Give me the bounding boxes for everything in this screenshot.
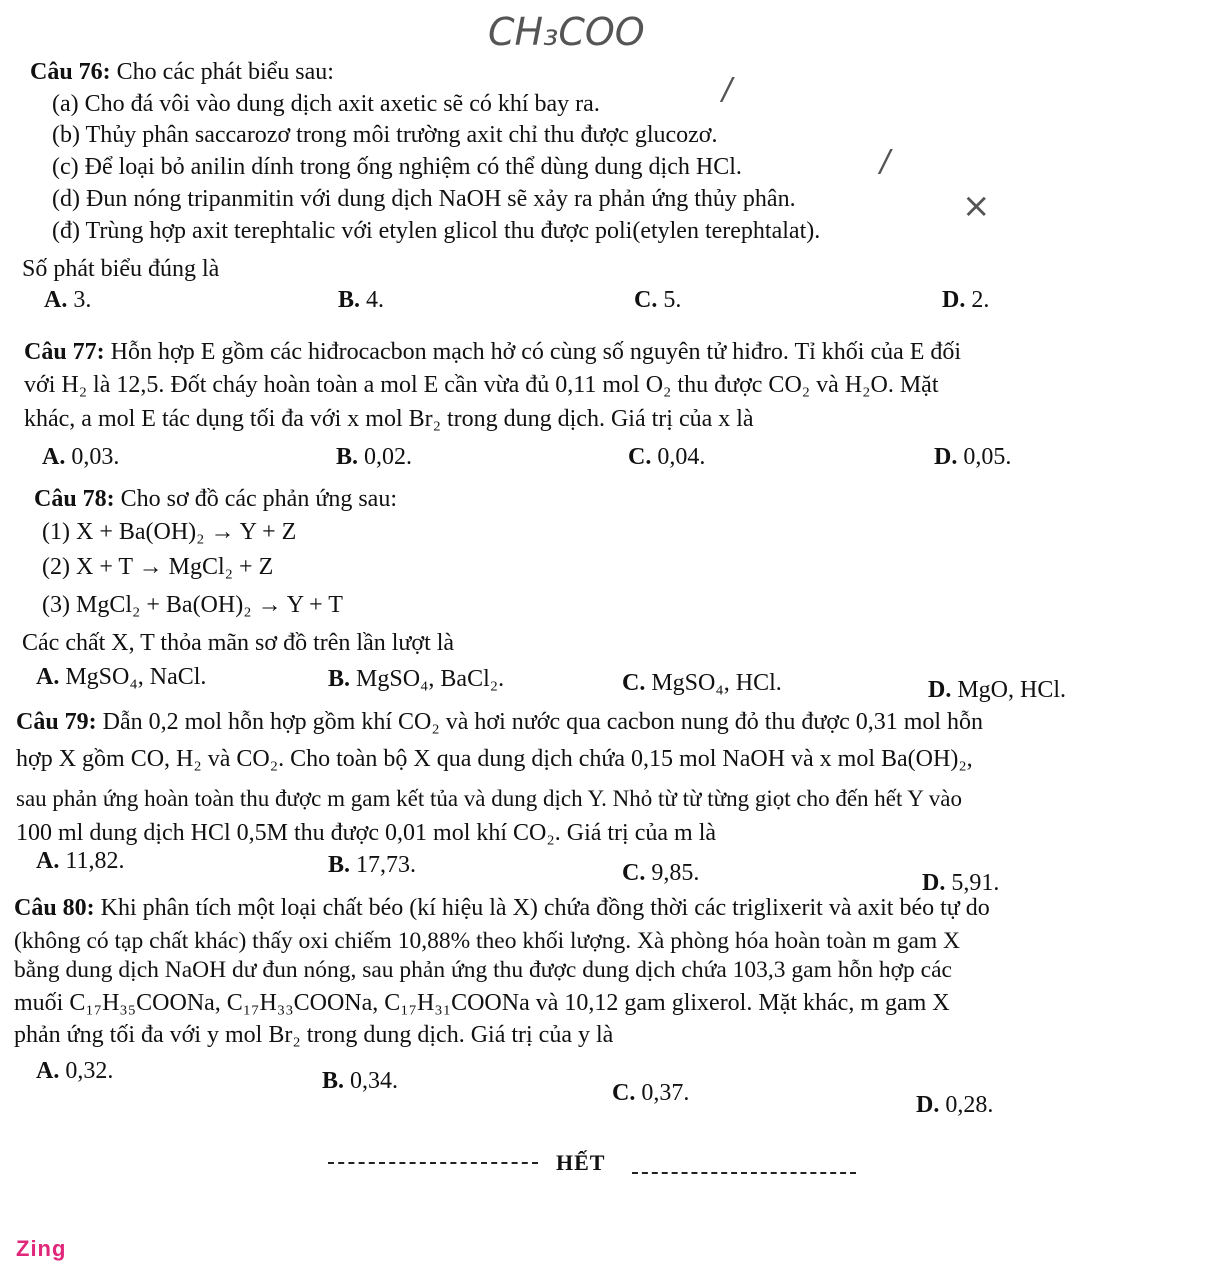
option-b[interactable]: B. MgSO₄, BaCl₂. [328, 666, 505, 692]
question-line: phản ứng tối đa với y mol Br₂ trong dung dịch. Giá trị của y là [14, 1022, 614, 1048]
question-line: với H₂ là 12,5. Đốt cháy hoàn toàn a mol E cần vừa đủ 0,11 mol O₂ thu được CO₂ và H₂O. Mặt [24, 372, 939, 398]
option-d[interactable]: D. 5,91. [922, 870, 1000, 896]
option-d[interactable]: D. MgO, HCl. [928, 677, 1067, 703]
option-d[interactable]: D. 0,28. [916, 1092, 994, 1118]
option-a[interactable]: A. MgSO₄, NaCl. [36, 664, 207, 690]
reaction-1: (1) X + Ba(OH)₂ → Y + Z [42, 519, 297, 545]
question-79 [16, 707, 983, 737]
handwritten-tick: / [880, 144, 891, 179]
option-a[interactable]: A. 0,03. [42, 444, 120, 470]
question-label: Câu 77: [24, 339, 105, 365]
question-76 [30, 57, 334, 87]
question-77 [24, 337, 961, 367]
question-label: Câu 76: [30, 59, 111, 85]
statement-c: (c) Để loại bỏ anilin dính trong ống nghiệm có thể dùng dung dịch HCl. [52, 154, 742, 180]
option-c[interactable]: C. 9,85. [622, 860, 700, 886]
handwritten-cross: × [962, 186, 991, 226]
end-divider-right [632, 1172, 856, 1174]
question-line: (không có tạp chất khác) thấy oxi chiếm 10,88% theo khối lượng. Xà phòng hóa hoàn toàn m gam X [14, 928, 961, 954]
question-line: Dẫn 0,2 mol hỗn hợp gồm khí CO₂ và hơi nước qua cacbon nung đỏ thu được 0,31 mol hỗn [102, 709, 984, 735]
option-b[interactable]: B. 17,73. [328, 852, 417, 878]
question-line: Hỗn hợp E gồm các hiđrocacbon mạch hở có cùng số nguyên tử hiđro. Tỉ khối của E đối [110, 339, 962, 365]
option-a[interactable]: A. 0,32. [36, 1058, 114, 1084]
option-b[interactable]: B. 0,34. [322, 1068, 399, 1094]
option-c[interactable]: C. 5. [634, 287, 682, 313]
question-stem: Cho các phát biểu sau: [116, 59, 334, 85]
option-d[interactable]: D. 0,05. [934, 444, 1012, 470]
option-b[interactable]: B. 4. [338, 287, 385, 313]
question-line: sau phản ứng hoàn toàn thu được m gam kết tủa và dung dịch Y. Nhỏ từ từ từng giọt cho đến hết Y vào [16, 786, 962, 811]
question-stem: Cho sơ đồ các phản ứng sau: [120, 486, 397, 512]
statement-b: (b) Thủy phân saccarozơ trong môi trường axit chỉ thu được glucozơ. [52, 122, 718, 148]
reaction-2: (2) X + T → MgCl₂ + Z [42, 554, 274, 580]
question-label: Câu 78: [34, 486, 115, 512]
question-line: bằng dung dịch NaOH dư đun nóng, sau phản ứng thu được dung dịch chứa 103,3 gam hỗn hợp các [14, 957, 952, 983]
statement-d: (d) Đun nóng tripanmitin với dung dịch NaOH sẽ xảy ra phản ứng thủy phân. [52, 186, 796, 212]
question-line: muối C₁₇H₃₅COONa, C₁₇H₃₃COONa, C₁₇H₃₁COONa và 10,12 gam glixerol. Mặt khác, m gam X [14, 990, 950, 1016]
statement-dd: (đ) Trùng hợp axit terephtalic với etylen glicol thu được poli(etylen terephtalat). [52, 218, 821, 244]
reaction-3: (3) MgCl₂ + Ba(OH)₂ → Y + T [42, 592, 343, 618]
question-line: hợp X gồm CO, H₂ và CO₂. Cho toàn bộ X qua dung dịch chứa 0,15 mol NaOH và x mol Ba(OH)₂, [16, 746, 973, 772]
end-text: HẾT [556, 1150, 606, 1175]
question-prompt: Các chất X, T thỏa mãn sơ đồ trên lần lượt là [22, 630, 455, 656]
option-a[interactable]: A. 3. [44, 287, 92, 313]
question-80 [14, 893, 990, 923]
question-label: Câu 80: [14, 895, 95, 921]
option-d[interactable]: D. 2. [942, 287, 990, 313]
option-c[interactable]: C. 0,04. [628, 444, 706, 470]
question-line: khác, a mol E tác dụng tối đa với x mol Br₂ trong dung dịch. Giá trị của x là [24, 406, 754, 432]
handwritten-note: CH₃COO [488, 10, 645, 54]
handwritten-tick: / [722, 72, 733, 107]
statement-a: (a) Cho đá vôi vào dung dịch axit axetic sẽ có khí bay ra. [52, 91, 600, 117]
end-divider-left [328, 1162, 538, 1164]
option-a[interactable]: A. 11,82. [36, 848, 125, 874]
question-prompt: Số phát biểu đúng là [22, 256, 220, 282]
option-c[interactable]: C. 0,37. [612, 1080, 690, 1106]
option-c[interactable]: C. MgSO₄, HCl. [622, 670, 782, 696]
question-line: 100 ml dung dịch HCl 0,5M thu được 0,01 mol khí CO₂. Giá trị của m là [16, 820, 717, 846]
zing-logo: Zing [16, 1236, 67, 1261]
question-label: Câu 79: [16, 709, 97, 735]
question-line: Khi phân tích một loại chất béo (kí hiệu là X) chứa đồng thời các triglixerit và axit béo tự do [100, 895, 990, 921]
question-78 [34, 484, 397, 514]
option-b[interactable]: B. 0,02. [336, 444, 413, 470]
